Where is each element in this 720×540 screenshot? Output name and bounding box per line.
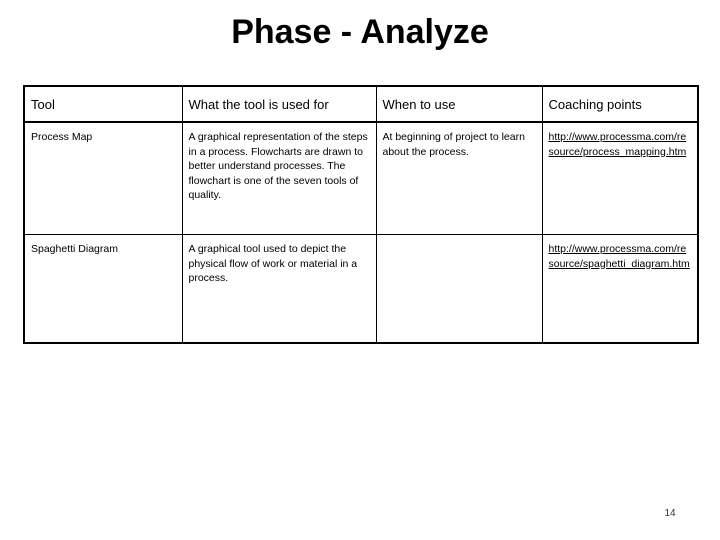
cell-coaching-points bbox=[542, 122, 698, 235]
header-tool bbox=[24, 86, 182, 122]
header-when-to-use bbox=[376, 86, 542, 122]
page-number: 14 bbox=[664, 508, 676, 519]
header-used-for bbox=[182, 86, 376, 122]
table-header-row bbox=[24, 86, 698, 122]
cell-tool: Process Map bbox=[24, 122, 182, 235]
cell-tool: Spaghetti Diagram bbox=[24, 235, 182, 344]
header-when-to-use-label: When to use bbox=[382, 96, 456, 112]
header-coaching-points bbox=[542, 86, 698, 122]
process-map-link[interactable]: http://www.processma.com/resource/process_mapping.htm bbox=[548, 131, 687, 158]
spaghetti-diagram-link[interactable]: http://www.processma.com/resource/spaghetti_diagram.htm bbox=[548, 243, 690, 270]
page-title: Phase - Analyze bbox=[231, 13, 489, 51]
header-coaching-points-label: Coaching points bbox=[548, 96, 642, 112]
table-row bbox=[24, 235, 698, 344]
cell-when-to-use: At beginning of project to learn about the process. bbox=[376, 122, 542, 235]
table-row bbox=[24, 122, 698, 235]
header-tool-label: Tool bbox=[31, 96, 55, 112]
cell-used-for: A graphical tool used to depict the physical flow of work or material in a process. bbox=[182, 235, 376, 344]
header-used-for-label: What the tool is used for bbox=[188, 96, 329, 112]
cell-used-for: A graphical representation of the steps in a process. Flowcharts are drawn to better understand processes. The flowchart is one of the seven tools of quality. bbox=[182, 122, 376, 235]
cell-when-to-use bbox=[376, 235, 542, 344]
tools-table bbox=[23, 85, 699, 344]
cell-coaching-points bbox=[542, 235, 698, 344]
